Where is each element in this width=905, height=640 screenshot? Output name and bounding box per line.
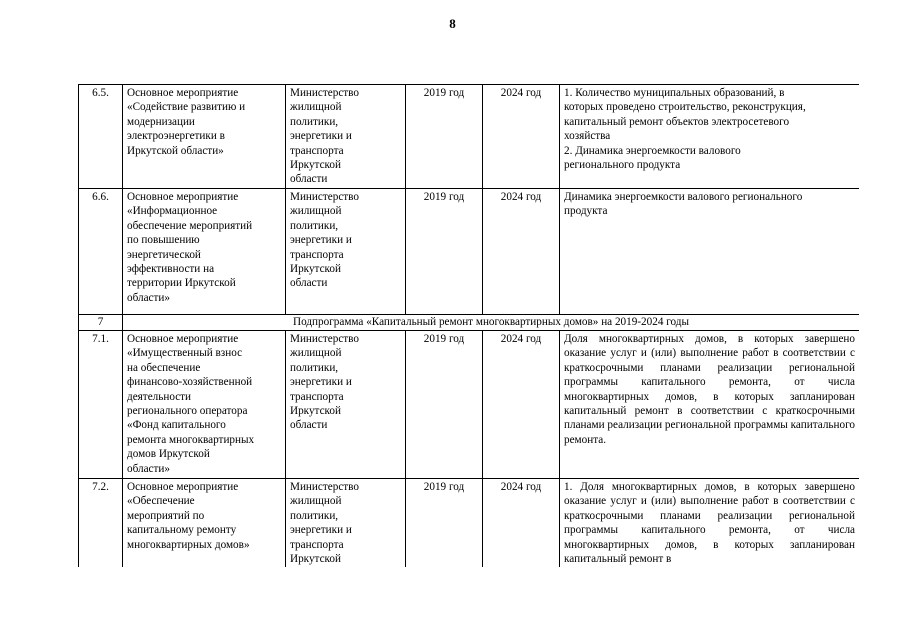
start-year: 2019 год bbox=[406, 189, 483, 315]
row-number: 6.5. bbox=[79, 85, 123, 189]
indicators: 1. Доля многоквартирных домов, в которых завершено оказание услуг и (или) выполнение работ в соответствии с краткосрочными планами реализации региональной программы капитального ремонта, от числа многоквартирных домов, в которых запланирован капитальный ремонт в bbox=[560, 479, 860, 568]
end-year: 2024 год bbox=[483, 189, 560, 315]
program-table-container bbox=[78, 84, 859, 567]
executor: Министерство жилищной политики, энергетики и транспорта Иркутской области bbox=[286, 85, 406, 189]
executor: Министерство жилищной политики, энергетики и транспорта Иркутской области bbox=[286, 189, 406, 315]
table-row-7-1 bbox=[79, 331, 860, 479]
program-activities-table bbox=[78, 84, 859, 567]
activity-name: Основное мероприятие «Обеспечение мероприятий по капитальному ремонту многоквартирных домов» bbox=[123, 479, 286, 568]
end-year: 2024 год bbox=[483, 479, 560, 568]
end-year: 2024 год bbox=[483, 331, 560, 479]
activity-name: Основное мероприятие «Информационное обеспечение мероприятий по повышению энергетической эффективности на территории Иркутской области» bbox=[123, 189, 286, 315]
executor: Министерство жилищной политики, энергетики и транспорта Иркутской области bbox=[286, 331, 406, 479]
indicators: Динамика энергоемкости валового регионального продукта bbox=[560, 189, 860, 315]
subprogram-row bbox=[79, 315, 860, 331]
table-row-6-6 bbox=[79, 189, 860, 315]
page-number: 8 bbox=[449, 16, 456, 31]
end-year: 2024 год bbox=[483, 85, 560, 189]
subprogram-title: Подпрограмма «Капитальный ремонт многоквартирных домов» на 2019-2024 годы bbox=[123, 315, 860, 331]
subprogram-number: 7 bbox=[79, 315, 123, 331]
indicators: 1. Количество муниципальных образований, в которых проведено строительство, реконструкция, капитальный ремонт объектов электросетевого хозяйства 2. Динамика энергоемкости валового регионального продукта bbox=[560, 85, 860, 189]
row-number: 7.2. bbox=[79, 479, 123, 568]
activity-name: Основное мероприятие «Содействие развитию и модернизации электроэнергетики в Иркутской области» bbox=[123, 85, 286, 189]
start-year: 2019 год bbox=[406, 479, 483, 568]
row-number: 7.1. bbox=[79, 331, 123, 479]
row-number: 6.6. bbox=[79, 189, 123, 315]
executor: Министерство жилищной политики, энергетики и транспорта Иркутской bbox=[286, 479, 406, 568]
table-row-7-2 bbox=[79, 479, 860, 568]
start-year: 2019 год bbox=[406, 85, 483, 189]
start-year: 2019 год bbox=[406, 331, 483, 479]
indicators: Доля многоквартирных домов, в которых завершено оказание услуг и (или) выполнение работ в соответствии с краткосрочными планами реализации региональной программы капитального ремонта, от числа многоквартирных домов, в которых запланирован капитальный ремонт в соответствии с краткосрочными планами реализации региональной программы капитального ремонта. bbox=[560, 331, 860, 479]
table-row-6-5 bbox=[79, 85, 860, 189]
activity-name: Основное мероприятие «Имущественный взнос на обеспечение финансово-хозяйственной деятельности регионального оператора «Фонд капитального ремонта многоквартирных домов Иркутской области» bbox=[123, 331, 286, 479]
